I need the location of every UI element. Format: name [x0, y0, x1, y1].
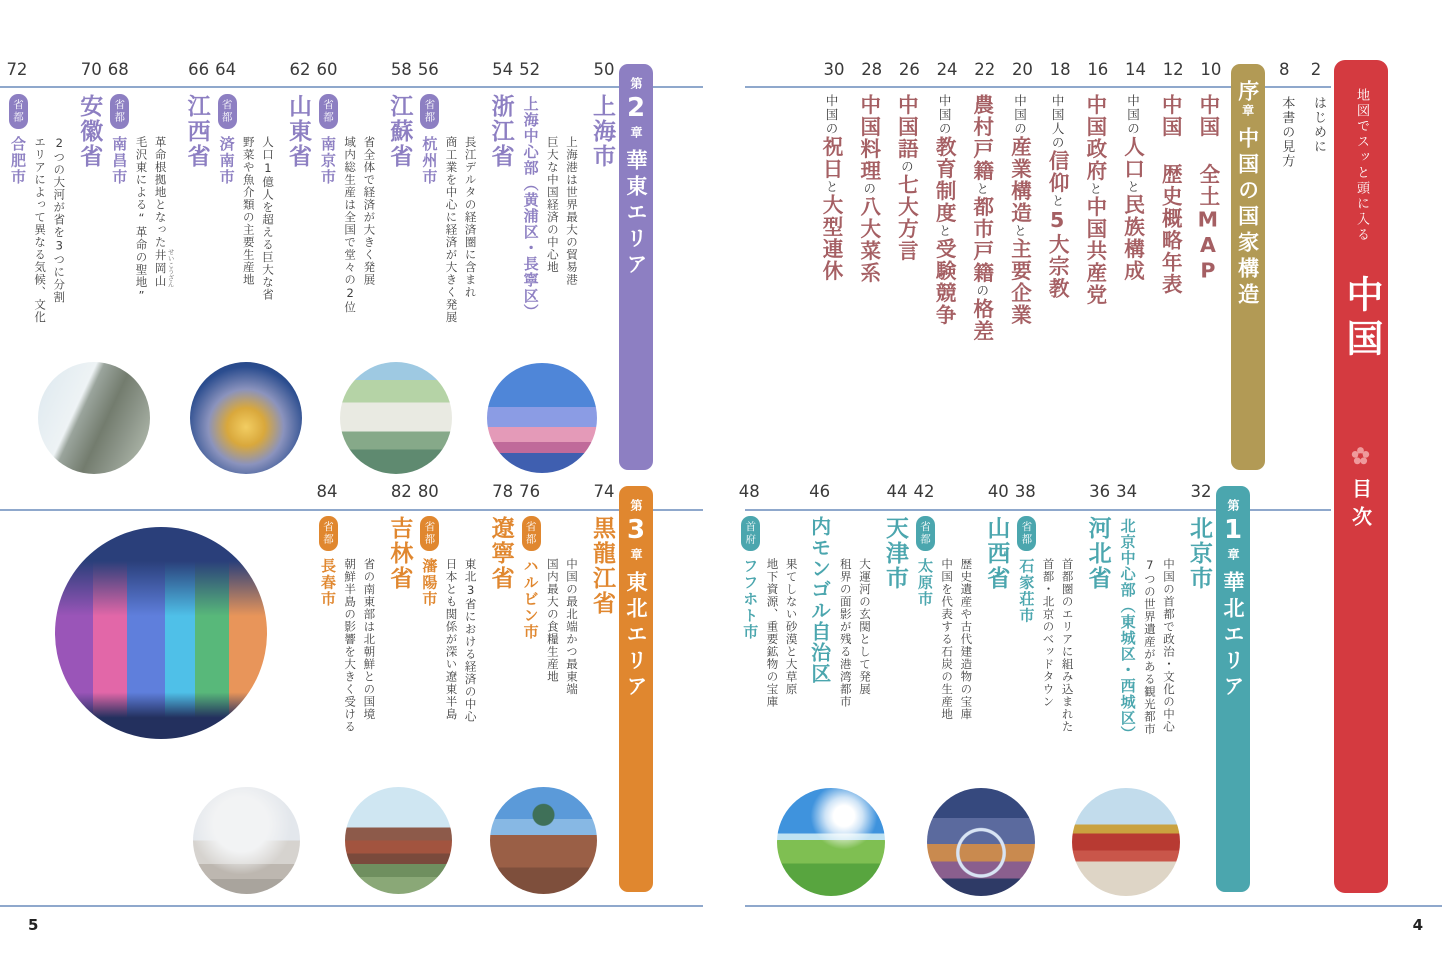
toc-entry-sub — [518, 60, 542, 320]
capital-name: 南京市 — [318, 136, 337, 186]
chapter-banner — [1216, 486, 1250, 892]
description-line: 東北3省における経済の中心 — [463, 558, 478, 723]
book-title: 中国 — [1340, 275, 1383, 363]
place-title: 山東省 — [284, 94, 311, 169]
topic-particle: 中国の — [824, 94, 839, 136]
place-title: 天津市 — [881, 516, 908, 591]
chapter-banner-plate — [1231, 64, 1265, 470]
description-line: 人口1億人を超える巨大な省 — [260, 136, 275, 301]
toc-entry-topic — [1042, 60, 1072, 300]
entry-body — [217, 94, 238, 186]
place-title: 江西省 — [183, 94, 210, 169]
capital-badge: 省都 — [522, 516, 541, 551]
toc-entry-topic — [1080, 60, 1110, 306]
toc-entry-capital — [1013, 482, 1037, 624]
description-line: 毛沢東による“革命の聖地” — [134, 136, 149, 304]
entry-body — [1080, 94, 1110, 306]
entry-body — [440, 516, 517, 723]
entry-body — [542, 516, 619, 696]
page-number-right: 4 — [1412, 916, 1423, 934]
chapter-banner-plate — [619, 486, 653, 892]
topic-keyword: 人口 — [1120, 136, 1145, 180]
toc-entry-topic — [1118, 60, 1148, 282]
topic-title — [1118, 94, 1148, 282]
entry-body — [29, 94, 106, 324]
entry-body — [761, 516, 834, 708]
topic-keyword: 七大方言 — [894, 174, 919, 262]
description-line: 域内総生産は全国で堂々の2位 — [343, 136, 358, 314]
capital-name: ハルビン市 — [521, 558, 540, 641]
page-number: 36 — [1089, 482, 1111, 501]
chapter-title: 華北エリア — [1221, 571, 1245, 701]
entry-body — [915, 516, 936, 608]
description-line: 巨大な中国経済の中心地 — [545, 136, 560, 274]
description-line: 省全体で経済が大きく発展 — [362, 136, 377, 286]
page-number: 58 — [390, 60, 412, 79]
description-line: 地下資源、重要鉱物の宝庫 — [765, 558, 780, 708]
topic-particle: と — [1125, 180, 1141, 194]
capital-name: 瀋陽市 — [420, 558, 439, 608]
description-line: 長江デルタの経済圏に含まれ — [463, 136, 478, 299]
topic-title — [816, 94, 846, 282]
plum-blossom-icon — [1351, 446, 1371, 466]
description-line: 野菜や魚介類の主要生産地 — [241, 136, 256, 286]
toc-entry-capital — [315, 60, 339, 186]
topic-keyword: 産業構造 — [1007, 136, 1032, 224]
capital-badge: 省都 — [9, 94, 28, 129]
topic-particle: と — [1087, 182, 1103, 196]
topic-keyword: 農村戸籍 — [969, 94, 994, 182]
chapter-prefix: 第 — [1226, 499, 1240, 512]
entry-body — [929, 94, 959, 326]
place-title: 吉林省 — [386, 516, 413, 591]
topic-title — [1155, 94, 1185, 296]
entry-body — [1037, 516, 1114, 733]
topic-keyword: 中国政府 — [1082, 94, 1107, 182]
description-line: 国内最大の食糧生産地 — [545, 558, 560, 683]
entry-body — [835, 516, 912, 708]
page-number: 34 — [1116, 482, 1138, 501]
photo-inner-mongolia-grassland — [777, 788, 885, 896]
entry-body — [740, 516, 761, 641]
topic-title — [891, 94, 921, 262]
description-line: 租界の面影が残る港湾都市 — [838, 558, 853, 708]
toc-entry-topic — [854, 60, 884, 284]
entry-body — [521, 94, 542, 320]
place-description — [443, 516, 479, 723]
photo-tiananmen-gate — [1072, 788, 1180, 896]
topic-particle: と — [1012, 224, 1028, 238]
toc-entry-capital — [5, 60, 29, 186]
page-number: 40 — [987, 482, 1009, 501]
page-number: 16 — [1087, 60, 1109, 79]
entry-body — [1118, 516, 1139, 742]
place-description — [240, 94, 276, 301]
topic-title — [1080, 94, 1110, 306]
toc-entry-capital — [416, 60, 440, 186]
topic-keyword: 中国 全土MAP — [1195, 94, 1220, 284]
page-number: 18 — [1049, 60, 1071, 79]
entry-body — [1016, 516, 1037, 624]
place-description — [341, 94, 377, 314]
page-number: 48 — [738, 482, 760, 501]
toc-entry-topic — [967, 60, 997, 342]
district-title: 北京中心部（東城区・西城区） — [1118, 518, 1137, 742]
chapter-banner-text — [621, 499, 651, 892]
page-number: 52 — [519, 60, 541, 79]
description-line: 首都・北京のベッドタウン — [1041, 558, 1056, 708]
entry-body — [1193, 94, 1223, 284]
chapter-prefix: 第 — [629, 499, 643, 512]
footer-rule — [745, 905, 1442, 907]
description-line: 上海港は世界最大の貿易港 — [565, 136, 579, 286]
entry-body — [318, 94, 339, 186]
place-description — [544, 516, 580, 696]
page-number: 66 — [188, 60, 210, 79]
chapter-banner — [619, 486, 653, 892]
toc-entry-topic — [929, 60, 959, 326]
place-description — [837, 516, 873, 708]
toc-entry-capital — [518, 482, 542, 641]
toc-entry-place — [238, 60, 315, 301]
capital-name: 南昌市 — [110, 136, 129, 186]
topic-title — [1042, 94, 1072, 300]
toc-entry-capital — [106, 60, 130, 186]
toc-entry-place — [1139, 482, 1216, 736]
topic-particle: と — [974, 182, 990, 196]
page-number: 76 — [519, 482, 541, 501]
entry-body — [318, 516, 339, 608]
photo-harbin-sophia-cathedral — [490, 787, 597, 894]
topic-keyword: 教育制度 — [932, 136, 957, 224]
topic-keyword: 都市戸籍 — [969, 196, 994, 284]
page-number: 10 — [1200, 60, 1222, 79]
capital-name: 済南市 — [217, 136, 236, 186]
entry-body — [238, 94, 315, 301]
entry-body — [1004, 94, 1034, 326]
place-title: 黒龍江省 — [589, 516, 615, 616]
entry-body — [854, 94, 884, 284]
entry-body — [339, 94, 416, 314]
capital-badge: 首府 — [741, 516, 760, 551]
toc-entry-topic — [1155, 60, 1185, 296]
topic-keyword: 受験競争 — [932, 238, 957, 326]
section-prologue-national-structure — [816, 60, 1328, 476]
page-number: 84 — [316, 482, 338, 501]
entry-body — [521, 516, 542, 641]
page-number: 2 — [1310, 60, 1322, 79]
capital-name: 合肥市 — [8, 136, 27, 186]
toc-entry-topic — [1004, 60, 1034, 326]
topic-particle: と — [824, 180, 839, 194]
page-number: 26 — [898, 60, 920, 79]
description-line: 革命根拠地となった井岡山 せいこうざん — [153, 136, 175, 288]
topic-keyword: 中国 歴史概略年表 — [1158, 94, 1183, 296]
photo-harbin-ice-festival — [55, 527, 267, 739]
toc-entry-capital — [214, 60, 238, 186]
toc-entry-capital — [315, 482, 339, 608]
toc-entry-place — [936, 482, 1013, 721]
place-title: 河北省 — [1084, 516, 1111, 591]
district-title: 上海中心部（黄浦区・長寧区） — [521, 96, 540, 320]
description-line: 首都圏のエリアに組み込まれた — [1060, 558, 1075, 733]
footer-rule — [0, 905, 703, 907]
front-matter-title: はじめに — [1310, 96, 1326, 154]
topic-keyword: 信仰 — [1045, 150, 1070, 194]
place-title: 安徽省 — [76, 94, 103, 169]
capital-name: 杭州市 — [420, 136, 439, 186]
toc-entry-capital — [737, 482, 761, 641]
place-description — [544, 94, 580, 286]
page-number: 70 — [80, 60, 102, 79]
chapter-number: 序 — [1235, 80, 1260, 101]
place-description — [341, 516, 377, 733]
capital-name: フフホト市 — [741, 558, 760, 641]
description-line: 果てしない砂漠と大草原 — [784, 558, 799, 696]
page-number: 56 — [417, 60, 439, 79]
entry-body — [130, 94, 213, 304]
toc-entry-place — [542, 482, 619, 696]
place-description — [1040, 516, 1076, 733]
topic-title — [1004, 94, 1034, 326]
toc-entry-place — [1037, 482, 1114, 733]
page-number: 82 — [390, 482, 412, 501]
capital-badge: 省都 — [1017, 516, 1036, 551]
topic-particle: と — [937, 224, 953, 238]
page-number: 72 — [6, 60, 28, 79]
description-line: 中国を代表する石炭の生産地 — [940, 558, 955, 721]
place-title: 遼寧省 — [487, 516, 514, 591]
capital-badge: 省都 — [420, 94, 439, 129]
entry-body — [891, 94, 921, 262]
toc-entry-place — [130, 60, 213, 304]
book-tagline: 地図でスッと頭に入る — [1354, 88, 1369, 243]
page-number: 46 — [809, 482, 831, 501]
entry-body — [1118, 94, 1148, 282]
page-number: 20 — [1011, 60, 1033, 79]
toc-label-block — [1347, 446, 1376, 534]
entry-body — [419, 516, 440, 608]
entry-body — [8, 94, 29, 186]
page-number: 54 — [492, 60, 514, 79]
page-number: 60 — [316, 60, 338, 79]
page-number: 44 — [886, 482, 908, 501]
topic-particle: 中国の — [1125, 94, 1141, 136]
chapter-banner-plate — [1216, 486, 1250, 892]
chapter-suffix: 章 — [629, 126, 643, 139]
toc-entry-place — [440, 60, 517, 324]
page-number: 50 — [593, 60, 615, 79]
capital-badge: 省都 — [218, 94, 237, 129]
capital-badge: 省都 — [420, 516, 439, 551]
chapter-number: 3 — [621, 515, 651, 545]
description-line: 日本とも関係が深い遼東半島 — [444, 558, 459, 721]
page-number: 78 — [492, 482, 514, 501]
toc-entry-sub — [1115, 482, 1139, 742]
toc-entry-topic — [816, 60, 846, 282]
toc-label: 目次 — [1348, 478, 1373, 535]
entry-body — [1155, 94, 1185, 296]
page-number-left: 5 — [28, 916, 39, 934]
chapter-title: 中国の国家構造 — [1235, 127, 1260, 309]
chapter-title: 東北エリア — [624, 571, 648, 701]
place-description — [764, 516, 800, 708]
page-number: 74 — [593, 482, 615, 501]
page-number: 28 — [861, 60, 883, 79]
page-number: 14 — [1125, 60, 1146, 79]
topic-particle: と — [1050, 194, 1066, 208]
chapter-prefix: 第 — [629, 77, 643, 90]
toc-entry-place — [835, 482, 912, 708]
toc-entry-capital — [416, 482, 440, 608]
description-line: 省の南東部は北朝鮮との国境 — [362, 558, 377, 721]
chapter-number: 1 — [1218, 515, 1248, 545]
topic-keyword: 中国料理 — [856, 94, 881, 182]
topic-particle: 中国の — [937, 94, 953, 136]
place-description — [31, 94, 67, 324]
page-number: 38 — [1014, 482, 1036, 501]
page-number: 62 — [289, 60, 311, 79]
page-number: 12 — [1162, 60, 1184, 79]
place-description — [938, 516, 974, 721]
place-description — [443, 94, 479, 324]
place-description — [1141, 516, 1177, 736]
photo-tengwang-pavilion-night — [190, 362, 302, 474]
toc-entry-front — [1272, 60, 1296, 169]
chapter-banner-plate — [619, 64, 653, 470]
photo-shanghai-skyline-night — [487, 363, 597, 473]
photo-jilin-rime-trees — [193, 787, 300, 894]
topic-particle: の — [899, 160, 915, 174]
topic-keyword: 主要企業 — [1007, 238, 1032, 326]
page-number: 22 — [974, 60, 996, 79]
topic-keyword: 5大宗教 — [1045, 208, 1070, 300]
photo-tianjin-eye-night — [927, 788, 1035, 896]
chapter-title: 華東エリア — [624, 149, 648, 279]
entry-body — [440, 94, 517, 324]
page-number: 68 — [107, 60, 129, 79]
toc-entry-capital — [912, 482, 936, 608]
topic-particle: 中国の — [1012, 94, 1028, 136]
page-number: 80 — [417, 482, 439, 501]
description-line: 7つの世界遺産がある観光都市 — [1142, 558, 1157, 736]
topic-keyword: 中国語 — [894, 94, 919, 160]
topic-particle: 中国人の — [1050, 94, 1066, 150]
topic-title — [854, 94, 884, 284]
chapter-number: 2 — [621, 93, 651, 123]
left-page — [0, 0, 703, 954]
toc-entry-place — [542, 60, 619, 286]
page-number: 30 — [823, 60, 845, 79]
capital-name: 石家荘市 — [1017, 558, 1036, 624]
page-number: 32 — [1190, 482, 1212, 501]
capital-name: 長春市 — [318, 558, 337, 608]
topic-keyword: 民族構成 — [1120, 194, 1145, 282]
capital-badge: 省都 — [916, 516, 935, 551]
toc-entry-place — [339, 60, 416, 314]
description-line: 大運河の玄関として発展 — [857, 558, 872, 696]
topic-keyword: 格差 — [969, 298, 994, 342]
capital-badge: 省都 — [319, 94, 338, 129]
toc-entry-topic — [1193, 60, 1223, 284]
place-title: 内モンゴル自治区 — [807, 516, 832, 684]
toc-entry-front — [1304, 60, 1328, 154]
description-line: 朝鮮半島の影響を大きく受ける — [343, 558, 358, 733]
topic-particle: の — [861, 182, 877, 196]
chapter-suffix: 章 — [629, 548, 643, 561]
entry-body — [816, 94, 846, 282]
toc-entry-place — [440, 482, 517, 723]
description-line: 中国の最北端かつ最東端 — [565, 558, 579, 696]
photo-huangshan-peak — [38, 362, 150, 474]
topic-keyword: 八大菜系 — [856, 196, 881, 284]
chapter-banner — [1231, 64, 1265, 470]
chapter-suffix: 章 — [1226, 548, 1240, 561]
topic-title — [1193, 94, 1223, 284]
page-number: 42 — [913, 482, 935, 501]
chapter-banner-text — [1218, 499, 1248, 892]
description-line: 中国の首都で政治・文化の中心 — [1162, 558, 1176, 733]
capital-name: 太原市 — [915, 558, 934, 608]
toc-entry-place — [29, 60, 106, 324]
photo-jiangnan-water-town — [340, 362, 452, 474]
place-title: 上海市 — [589, 94, 615, 169]
place-description — [133, 94, 175, 304]
topic-keyword: 祝日 — [819, 136, 843, 180]
entry-body — [339, 516, 416, 733]
topic-title — [967, 94, 997, 342]
description-line: 2つの大河が省を3つに分割 — [52, 136, 67, 304]
chapter-banner-text — [1233, 77, 1263, 470]
page-number: 64 — [215, 60, 237, 79]
capital-badge: 省都 — [110, 94, 129, 129]
place-title: 浙江省 — [487, 94, 514, 169]
entry-body — [1042, 94, 1072, 300]
right-page — [738, 0, 1445, 954]
chapter-banner — [619, 64, 653, 470]
entry-body — [936, 516, 1013, 721]
description-line: 歴史遺産や古代建造物の宝庫 — [959, 558, 974, 721]
topic-keyword: 中国共産党 — [1082, 196, 1107, 306]
toc-entry-place — [761, 482, 834, 708]
topic-particle: の — [974, 284, 990, 298]
topic-title — [929, 94, 959, 326]
place-title: 山西省 — [983, 516, 1010, 591]
entry-body — [419, 94, 440, 186]
entry-body — [542, 94, 619, 286]
description-line: エリアによって異なる気候、文化 — [33, 136, 48, 324]
toc-entry-topic — [891, 60, 921, 262]
toc-entry-place — [339, 482, 416, 733]
photo-shenyang-palace-gate — [345, 787, 452, 894]
chapter-suffix: 章 — [1240, 104, 1255, 117]
book-title-spine — [1334, 60, 1388, 893]
spine-title-block — [1334, 88, 1388, 363]
entry-body — [967, 94, 997, 342]
place-title: 江蘇省 — [386, 94, 413, 169]
chapter-banner-text — [621, 77, 651, 470]
entry-body — [109, 94, 130, 186]
front-matter-title: 本書の見方 — [1279, 96, 1295, 169]
page-number: 24 — [936, 60, 958, 79]
capital-badge: 省都 — [319, 516, 338, 551]
entry-body — [1139, 516, 1216, 736]
place-title: 北京市 — [1186, 516, 1212, 591]
description-line: 商工業を中心に経済が大きく発展 — [444, 136, 459, 324]
topic-keyword: 大型連休 — [819, 194, 843, 282]
page-number: 8 — [1279, 60, 1290, 79]
